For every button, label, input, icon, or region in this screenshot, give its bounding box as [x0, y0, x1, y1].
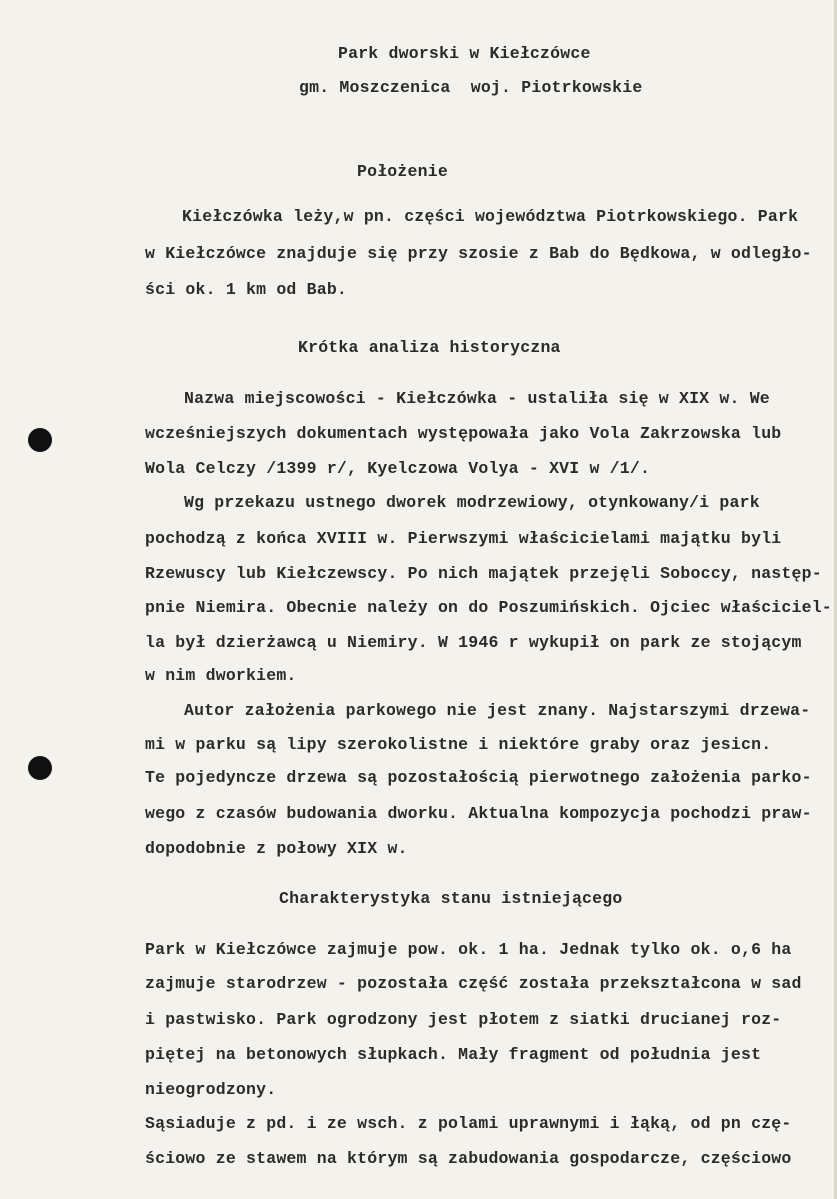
paragraph-line: la był dzierżawcą u Niemiry. W 1946 r wykupił on park ze stojącym: [145, 633, 802, 652]
punch-hole: [28, 428, 52, 452]
paragraph-line: Park w Kiełczówce zajmuje pow. ok. 1 ha. Jednak tylko ok. o,6 ha: [145, 940, 792, 959]
document-title: Park dworski w Kiełczówce: [338, 44, 591, 63]
paragraph-line: Nazwa miejscowości - Kiełczówka - ustaliła się w XIX w. We: [184, 389, 770, 408]
paragraph-line: Autor założenia parkowego nie jest znany. Najstarszymi drzewa-: [184, 701, 811, 720]
paragraph-line: ściowo ze stawem na którym są zabudowania gospodarcze, częściowo: [145, 1149, 792, 1168]
paragraph-line: mi w parku są lipy szerokolistne i niektóre graby oraz jesicn.: [145, 735, 772, 754]
section-heading-location: Położenie: [357, 162, 448, 181]
paragraph-line: Rzewuscy lub Kiełczewscy. Po nich majątek przejęli Soboccy, następ-: [145, 564, 822, 583]
paragraph-line: piętej na betonowych słupkach. Mały fragment od południa jest: [145, 1045, 762, 1064]
paragraph-line: Te pojedyncze drzewa są pozostałością pierwotnego założenia parko-: [145, 768, 812, 787]
paragraph-line: ści ok. 1 km od Bab.: [145, 280, 348, 299]
paragraph-line: w nim dworkiem.: [145, 666, 297, 685]
paragraph-line: nieogrodzony.: [145, 1080, 277, 1099]
paragraph-line: wego z czasów budowania dworku. Aktualna kompozycja pochodzi praw-: [145, 804, 812, 823]
section-heading-history: Krótka analiza historyczna: [298, 338, 561, 357]
paragraph-line: Sąsiaduje z pd. i ze wsch. z polami uprawnymi i łąką, od pn czę-: [145, 1114, 792, 1133]
paragraph-line: pochodzą z końca XVIII w. Pierwszymi właścicielami majątku byli: [145, 529, 782, 548]
paragraph-line: dopodobnie z połowy XIX w.: [145, 839, 408, 858]
paragraph-line: w Kiełczówce znajduje się przy szosie z Bab do Będkowa, w odległo-: [145, 244, 812, 263]
section-heading-current-state: Charakterystyka stanu istniejącego: [279, 889, 623, 908]
paragraph-line: Kiełczówka leży,w pn. części województwa Piotrkowskiego. Park: [182, 207, 799, 226]
paragraph-line: Wola Celczy /1399 r/, Kyelczowa Volya - XVI w /1/.: [145, 459, 651, 478]
document-subtitle: gm. Moszczenica woj. Piotrkowskie: [299, 78, 643, 97]
paragraph-line: Wg przekazu ustnego dworek modrzewiowy, otynkowany/i park: [184, 493, 760, 512]
paragraph-line: zajmuje starodrzew - pozostała część została przekształcona w sad: [145, 974, 802, 993]
paragraph-line: pnie Niemira. Obecnie należy on do Poszumińskich. Ojciec właściciel-: [145, 598, 832, 617]
paragraph-line: i pastwisko. Park ogrodzony jest płotem z siatki drucianej roz-: [145, 1010, 782, 1029]
paragraph-line: wcześniejszych dokumentach występowała jako Vola Zakrzowska lub: [145, 424, 782, 443]
punch-hole: [28, 756, 52, 780]
